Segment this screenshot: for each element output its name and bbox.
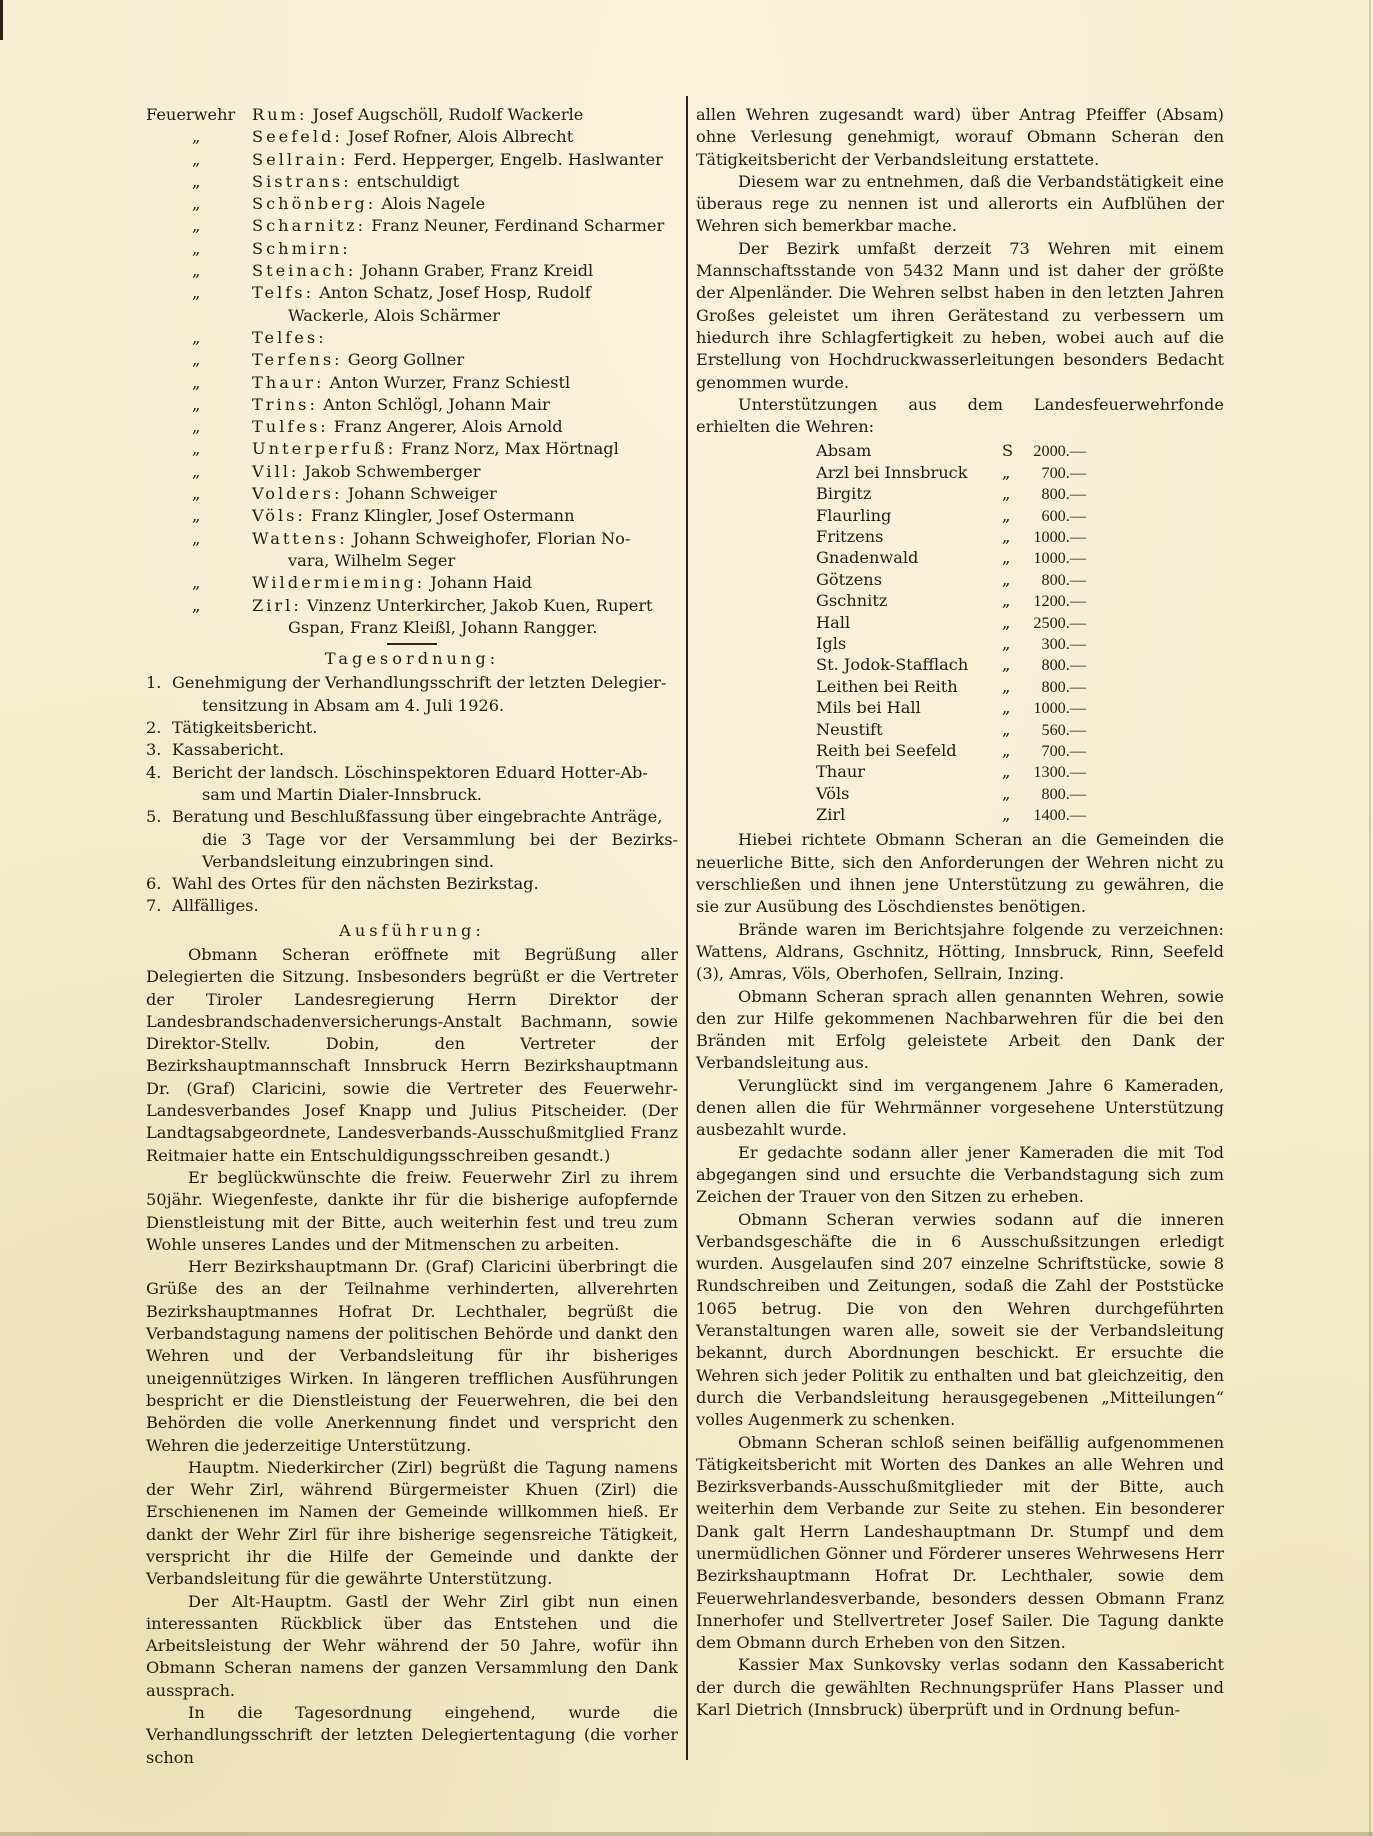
roster-row (146, 282, 678, 327)
subsidy-amount: 800.— (1041, 784, 1086, 803)
paragraph: Diesem war zu entnehmen, daß die Verbandstätigkeit eine überaus rege zu nennen ist und allerorts ein Aufblühen der Wehren sich bemerkbar mache. (696, 171, 1224, 236)
agenda-text (172, 717, 678, 739)
roster-names: Vinzenz Unterkircher, Jakob Kuen, Rupert (306, 595, 653, 615)
ditto-mark: „ (192, 171, 201, 191)
roster-entry (252, 149, 678, 171)
section-separator (387, 643, 437, 645)
fire-brigade-name: Absam (816, 441, 872, 461)
agenda-number: 1. (146, 673, 162, 693)
fire-brigade-name: Arzl bei Innsbruck (816, 462, 968, 482)
roster-entry (252, 104, 678, 126)
delegate-roster (146, 104, 678, 639)
roster-row (146, 505, 678, 527)
currency-mark: S (1002, 441, 1014, 461)
roster-row (146, 349, 678, 371)
currency-mark: „ (1002, 527, 1011, 547)
subsidy-row (816, 569, 1086, 590)
right-column (696, 104, 1224, 1721)
currency-mark: „ (1002, 698, 1011, 718)
currency-mark: „ (1002, 676, 1011, 696)
roster-entry (252, 461, 678, 483)
roster-row (146, 438, 678, 460)
subsidy-amount: 800.— (1041, 656, 1086, 675)
paragraph: Obmann Scheran schloß seinen beifällig aufgenommenen Tätigkeitsbericht mit Worten des Dankes an alle Wehren und Bezirksverbands-Ausschußmitglieder mit der Bitte, auch weiterhin dem Verbande zur Seite zu stehen. Ein besonderer Dank galt Herrn Landeshauptmann Dr. Stumpf und dem unermüdlichen Gönner und Förderer unseres Wehrwesens Herr Bezirkshauptmann Hofrat Dr. Lechthaler, sowie dem Feuerwehrlandesverbande, besonders dessen Obmann Franz Innerhofer und Stellvertreter Josef Sailer. Die Tagung dankte dem Obmann durch Erheben von den Sitzen. (696, 1432, 1224, 1653)
roster-place: Sistrans: (252, 171, 352, 191)
agenda-item (146, 739, 678, 761)
roster-names: Franz Angerer, Alois Arnold (333, 417, 563, 437)
fire-brigade-name: Götzens (816, 569, 883, 589)
roster-entry (252, 416, 678, 438)
roster-row (146, 126, 678, 148)
paragraph: Verunglückt sind im vergangenem Jahre 6 Kameraden, denen allen die für Wehrmänner vorgesehene Unterstützung ausbezahlt wurde. (696, 1075, 1224, 1140)
subsidy-row (816, 633, 1086, 654)
agenda-number: 4. (146, 762, 162, 782)
roster-entry (252, 215, 678, 237)
subsidy-amount: 560.— (1041, 720, 1086, 739)
fire-brigade-name: Gschnitz (816, 591, 888, 611)
roster-entry (252, 282, 678, 327)
agenda-number: 6. (146, 874, 162, 894)
roster-entry (252, 349, 678, 371)
roster-place: Steinach: (252, 261, 357, 281)
agenda-item (146, 762, 678, 807)
roster-place: Wildermieming: (252, 573, 426, 593)
subsidy-row (816, 719, 1086, 740)
roster-place: Vill: (252, 461, 300, 481)
agenda-text-line: Wahl des Ortes für den nächsten Bezirkstag. (172, 874, 539, 894)
agenda-text (172, 873, 678, 895)
roster-names: Franz Neuner, Ferdinand Scharmer (371, 216, 665, 236)
fire-brigade-name: Mils bei Hall (816, 698, 921, 718)
subsidy-row (816, 740, 1086, 761)
subsidy-table (816, 440, 1086, 825)
report-body-left (146, 944, 678, 1769)
roster-place: Volders: (252, 484, 343, 504)
paragraph: Der Bezirk umfaßt derzeit 73 Wehren mit einem Mannschaftsstande von 5432 Mann und ist daher der größte der Alpenländer. Die Wehren selbst haben in den letzten Jahren Großes geleistet um ihren Gerätestand zu verbessern um hiedurch ihre Schlagfertigkeit zu heben, wobei auch auf die Erstellung von Hochdruckwasserleitungen besonders Bedacht genommen wurde. (696, 238, 1224, 392)
roster-names-cont: Wackerle, Alois Schärmer (288, 305, 501, 325)
agenda-item (146, 717, 678, 739)
agenda-item (146, 806, 678, 873)
subsidy-row (816, 505, 1086, 526)
roster-row (146, 394, 678, 416)
page-edge-mark (0, 0, 3, 40)
agenda-text (172, 739, 678, 761)
roster-place: Trins: (252, 394, 318, 414)
paragraph: Herr Bezirkshauptmann Dr. (Graf) Claricini überbringt die Grüße des an der Teilnahme verhinderten, allverehrten Bezirkshauptmannes Hofrat Dr. Lechthaler, begrüßt die Verbandstagung namens der politischen Behörde und dankt den Wehren und der Verbandsleitung für ihr bisheriges uneigennütziges Wirken. In längeren trefflichen Ausführungen bespricht er die Dienstleistung der Feuerwehren, die bei den Behörden die volle Anerkennung findet und verspricht den Wehren die jederzeitige Unterstützung. (146, 1257, 678, 1455)
roster-names: Josef Rofner, Alois Albrecht (347, 127, 574, 147)
paragraph: In die Tagesordnung eingehend, wurde die Verhandlungsschrift der letzten Delegiertentagung (die vorher schon (146, 1703, 678, 1767)
roster-names: Anton Schatz, Josef Hosp, Rudolf (319, 283, 591, 303)
roster-place: Terfens: (252, 350, 343, 370)
fire-brigade-name: Reith bei Seefeld (816, 740, 957, 760)
agenda-text-cont: tensitzung in Absam am 4. Juli 1926. (202, 695, 505, 715)
roster-place: Wattens: (252, 528, 348, 548)
ditto-mark: „ (192, 283, 201, 303)
report-body-right-top (696, 104, 1224, 438)
roster-names: Franz Norz, Max Hörtnagl (401, 439, 619, 459)
paragraph: Der Alt-Hauptm. Gastl der Wehr Zirl gibt nun einen interessanten Rückblick über das Entstehen und die Arbeitsleistung der Wehr während der 50 Jahre, wofür ihn Obmann Scheran namens der ganzen Versammlung den Dank aussprach. (146, 1591, 678, 1700)
subsidy-amount: 2500.— (1033, 613, 1086, 632)
ditto-mark: „ (192, 394, 201, 414)
paragraph: Er gedachte sodann aller jener Kameraden die mit Tod abgegangen sind und ersuchte die Verbandstagung sich zum Zeichen der Trauer von den Sitzen zu erheben. (696, 1142, 1224, 1207)
ditto-mark: „ (192, 194, 201, 214)
roster-names: Johann Schweighofer, Florian No- (352, 528, 631, 548)
subsidy-row (816, 676, 1086, 697)
agenda-text-line: Bericht der landsch. Löschinspektoren Eduard Hotter-Ab- (172, 762, 648, 782)
fire-brigade-name: Völs (816, 783, 850, 803)
subsidy-amount: 1000.— (1033, 549, 1086, 568)
roster-names-cont: Gspan, Franz Kleißl, Johann Rangger. (288, 617, 598, 637)
roster-entry (252, 572, 678, 594)
currency-mark: „ (1002, 655, 1011, 675)
currency-mark: „ (1002, 633, 1011, 653)
roster-place: Rum: (252, 105, 308, 124)
ditto-mark: „ (192, 127, 201, 147)
roster-place: Sellrain: (252, 149, 349, 169)
agenda-text (172, 762, 678, 807)
roster-row (146, 528, 678, 573)
subsidy-row (816, 462, 1086, 483)
roster-names: Josef Augschöll, Rudolf Wackerle (312, 105, 584, 124)
ditto-mark: „ (192, 439, 201, 459)
roster-place: Seefeld: (252, 127, 343, 147)
ditto-mark: „ (192, 417, 201, 437)
roster-place: Unterperfuß: (252, 439, 397, 459)
roster-row (146, 327, 678, 349)
currency-mark: „ (1002, 484, 1011, 504)
subsidy-amount: 1000.— (1033, 528, 1086, 547)
paragraph: Obmann Scheran sprach allen genannten Wehren, sowie den zur Hilfe gekommenen Nachbarwehren für die bei den Bränden mit Erfolg geleistete Arbeit den Dank der Verbandsleitung aus. (696, 986, 1224, 1073)
fire-brigade-name: Thaur (816, 762, 866, 782)
subsidy-row (816, 526, 1086, 547)
roster-names: Franz Klingler, Josef Ostermann (311, 506, 575, 526)
agenda-number: 2. (146, 718, 162, 738)
ditto-mark: „ (192, 372, 201, 392)
agenda-text-line: Tätigkeitsbericht. (172, 718, 318, 738)
currency-mark: „ (1002, 612, 1011, 632)
roster-row (146, 461, 678, 483)
roster-place: Telfs: (252, 283, 315, 303)
roster-entry (252, 505, 678, 527)
roster-row (146, 483, 678, 505)
subsidy-amount: 1400.— (1033, 806, 1086, 825)
fire-brigade-name: Gnadenwald (816, 548, 919, 568)
subsidy-row (816, 483, 1086, 504)
agenda-number: 7. (146, 896, 162, 916)
fire-brigade-name: Hall (816, 612, 851, 632)
agenda-heading: Tagesordnung: (324, 649, 500, 669)
subsidy-amount: 300.— (1041, 634, 1086, 653)
roster-row (146, 149, 678, 171)
roster-names: Johann Graber, Franz Kreidl (361, 261, 594, 281)
agenda-text-cont: sam und Martin Dialer-Innsbruck. (202, 784, 482, 804)
subsidy-amount: 600.— (1041, 506, 1086, 525)
paragraph: allen Wehren zugesandt ward) über Antrag Pfeiffer (Absam) ohne Verlesung genehmigt, worauf Obmann Scheran den Tätigkeitsbericht der Verbandsleitung erstattete. (696, 105, 1224, 169)
paragraph: Hauptm. Niederkircher (Zirl) begrüßt die Tagung namens der Wehr Zirl, während Bürgermeister Khuen (Zirl) die Erschienenen im Namen der Gemeinde willkommen hieß. Er dankt der Wehr Zirl für ihre bisherige segensreiche Tätigkeit, verspricht ihr die Hilfe der Gemeinde und dankte der Verbandsleitung für die gewährte Unterstützung. (146, 1457, 678, 1589)
roster-names: Alois Nagele (381, 194, 486, 214)
roster-entry (252, 171, 678, 193)
subsidy-row (816, 547, 1086, 568)
roster-names: Georg Gollner (347, 350, 465, 370)
roster-entry (252, 238, 678, 260)
roster-names: Jakob Schwemberger (304, 461, 481, 481)
currency-mark: „ (1002, 740, 1011, 760)
subsidy-amount: 700.— (1041, 463, 1086, 482)
roster-row (146, 193, 678, 215)
subsidy-amount: 1300.— (1033, 763, 1086, 782)
paragraph: Hiebei richtete Obmann Scheran an die Gemeinden die neuerliche Bitte, sich den Anforderungen der Wehren nicht zu verschließen und ihnen jene Unterstützung zu gewähren, die sie zur Ausübung des Löschdienstes benötigen. (696, 830, 1224, 917)
roster-place: Tulfes: (252, 417, 329, 437)
roster-names: Anton Schlögl, Johann Mair (323, 394, 550, 414)
roster-names: Johann Schweiger (347, 484, 497, 504)
subsidy-row (816, 440, 1086, 461)
roster-entry (252, 260, 678, 282)
roster-entry (252, 193, 678, 215)
subsidy-amount: 1000.— (1033, 699, 1086, 718)
paragraph: Er beglückwünschte die freiw. Feuerwehr Zirl zu ihrem 50jähr. Wiegenfeste, dankte ihr für die bisherige aufopfernde Dienstleistung mit der Bitte, auch weiterhin fest und treu zum Wohle unseres Landes und der Mitmenschen zu arbeiten. (146, 1167, 678, 1254)
agenda-item (146, 873, 678, 895)
subsidy-row (816, 761, 1086, 782)
paragraph: Kassier Max Sunkovsky verlas sodann den Kassabericht der durch die gewählten Rechnungsprüfer Hans Plasser und Karl Dietrich (Innsbruck) überprüft und in Ordnung befun- (696, 1655, 1224, 1720)
column-divider (686, 96, 688, 1760)
roster-row (146, 260, 678, 282)
roster-row (146, 238, 678, 260)
ditto-mark: „ (192, 350, 201, 370)
agenda-item (146, 895, 678, 917)
subsidy-row (816, 590, 1086, 611)
subsidy-row (816, 697, 1086, 718)
currency-mark: „ (1002, 569, 1011, 589)
agenda-list (146, 672, 678, 917)
currency-mark: „ (1002, 719, 1011, 739)
roster-names-cont: vara, Wilhelm Seger (288, 550, 456, 570)
roster-entry (252, 438, 678, 460)
currency-mark: „ (1002, 805, 1011, 825)
agenda-text (172, 895, 678, 917)
roster-place: Telfes: (252, 327, 327, 347)
agenda-text-line: Genehmigung der Verhandlungsschrift der letzten Delegier- (172, 673, 667, 693)
execution-heading: Ausführung: (339, 920, 485, 940)
roster-names: entschuldigt (356, 171, 460, 191)
page-edge-shadow-bottom (0, 1832, 1373, 1836)
report-body-right-bottom (696, 829, 1224, 1721)
agenda-number: 5. (146, 807, 162, 827)
ditto-mark: „ (192, 327, 201, 347)
ditto-mark: „ (192, 461, 201, 481)
roster-entry (252, 483, 678, 505)
ditto-mark: „ (192, 573, 201, 593)
currency-mark: „ (1002, 591, 1011, 611)
paragraph: Brände waren im Berichtsjahre folgende zu verzeichnen: Wattens, Aldrans, Gschnitz, Hötting, Innsbruck, Rinn, Seefeld (3), Amras, Völs, Oberhofen, Sellrain, Inzing. (696, 919, 1224, 984)
agenda-item (146, 672, 678, 717)
roster-names: Johann Haid (430, 573, 533, 593)
roster-place: Thaur: (252, 372, 325, 392)
subsidy-row (816, 804, 1086, 825)
agenda-text-line: Kassabericht. (172, 740, 285, 760)
subsidy-amount: 2000.— (1033, 442, 1086, 461)
ditto-mark: „ (192, 216, 201, 236)
roster-entry (252, 394, 678, 416)
agenda-text-line: Allfälliges. (172, 896, 259, 916)
ditto-mark: „ (192, 261, 201, 281)
currency-mark: „ (1002, 783, 1011, 803)
agenda-text (172, 672, 678, 717)
roster-row (146, 372, 678, 394)
roster-row (146, 104, 678, 126)
subsidy-amount: 800.— (1041, 570, 1086, 589)
fire-brigade-name: Birgitz (816, 484, 872, 504)
subsidy-amount: 800.— (1041, 677, 1086, 696)
ditto-mark: „ (192, 528, 201, 548)
roster-label: Feuerwehr (146, 105, 236, 124)
roster-place: Schmirn: (252, 238, 351, 258)
currency-mark: „ (1002, 462, 1011, 482)
roster-entry (252, 327, 678, 349)
roster-place: Zirl: (252, 595, 302, 615)
roster-place: Schönberg: (252, 194, 377, 214)
fire-brigade-name: Leithen bei Reith (816, 676, 958, 696)
currency-mark: „ (1002, 548, 1011, 568)
fire-brigade-name: St. Jodok-Stafflach (816, 655, 969, 675)
ditto-mark: „ (192, 595, 201, 615)
roster-row (146, 171, 678, 193)
roster-row (146, 595, 678, 640)
left-column (146, 104, 678, 1769)
subsidy-amount: 700.— (1041, 741, 1086, 760)
agenda-text (172, 806, 678, 873)
ditto-mark: „ (192, 149, 201, 169)
subsidy-row (816, 654, 1086, 675)
roster-entry (252, 528, 678, 573)
roster-entry (252, 126, 678, 148)
currency-mark: „ (1002, 505, 1011, 525)
agenda-text-cont: die 3 Tage vor der Versammlung bei der Bezirks-Verbandsleitung einzubringen sind. (202, 829, 678, 871)
fire-brigade-name: Zirl (816, 805, 846, 825)
paragraph: Unterstützungen aus dem Landesfeuerwehrfonde erhielten die Wehren: (696, 394, 1224, 437)
agenda-number: 3. (146, 740, 162, 760)
fire-brigade-name: Neustift (816, 719, 883, 739)
roster-place: Scharnitz: (252, 216, 367, 236)
fire-brigade-name: Flaurling (816, 505, 892, 525)
roster-names: Anton Wurzer, Franz Schiestl (329, 372, 571, 392)
roster-row (146, 215, 678, 237)
page-edge-shadow (1369, 0, 1371, 1836)
fire-brigade-name: Fritzens (816, 527, 884, 547)
roster-place: Völs: (252, 506, 306, 526)
paragraph: Obmann Scheran verwies sodann auf die inneren Verbandsgeschäfte die in 6 Ausschußsitzungen erledigt wurden. Ausgelaufen sind 207 einzelne Schriftstücke, sowie 8 Rundschreiben und Zeitungen, sodaß die Zahl der Poststücke 1065 betrug. Die von den Wehren durchgeführten Veranstaltungen waren alle, soweit sie der Verbandsleitung bekannt, durch Abordnungen beschickt. Er ersuchte die Wehren sich jeder Politik zu enthalten und bat gleichzeitig, den durch die Verbandsleitung herausgegebenen „Mitteilungen“ volles Augenmerk zu schenken. (696, 1209, 1224, 1430)
roster-entry (252, 595, 678, 640)
roster-entry (252, 372, 678, 394)
agenda-text-line: Beratung und Beschlußfassung über eingebrachte Anträge, (172, 807, 663, 827)
ditto-mark: „ (192, 484, 201, 504)
currency-mark: „ (1002, 762, 1011, 782)
subsidy-row (816, 612, 1086, 633)
fire-brigade-name: Igls (816, 633, 847, 653)
subsidy-row (816, 783, 1086, 804)
roster-row (146, 416, 678, 438)
roster-names: Ferd. Hepperger, Engelb. Haslwanter (353, 149, 663, 169)
ditto-mark: „ (192, 238, 201, 258)
subsidy-amount: 800.— (1041, 485, 1086, 504)
subsidy-amount: 1200.— (1033, 592, 1086, 611)
ditto-mark: „ (192, 506, 201, 526)
paragraph: Obmann Scheran eröffnete mit Begrüßung aller Delegierten die Sitzung. Insbesonders begrüßt er die Vertreter der Tiroler Landesregierung Herrn Direktor der Landesbrandschadenversicherungs-Anstalt Bachmann, sowie Direktor-Stellv. Dobin, den Vertreter der Bezirkshauptmannschaft Innsbruck Herrn Bezirkshauptmann Dr. (Graf) Claricini, sowie die Vertreter des Feuerwehr-Landesverbandes Josef Knapp und Julius Pitscheider. (Der Landtagsabgeordnete, Landesverbands-Ausschußmitglied Franz Reitmaier hatte ein Entschuldigungsschreiben gesandt.) (146, 944, 678, 1165)
roster-row (146, 572, 678, 594)
